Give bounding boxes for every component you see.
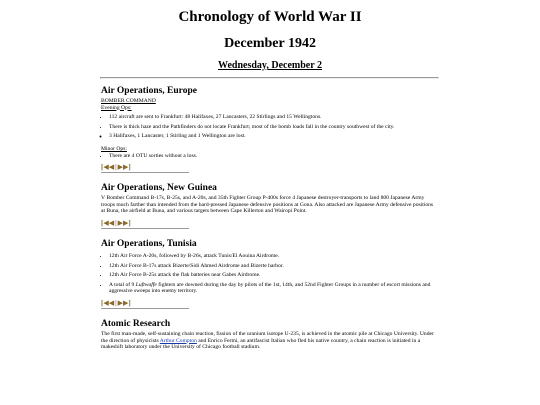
- nav-separator: |: [115, 218, 117, 227]
- list-item: • There is thick haze and the Pathfinders do not locate Frankfurt; most of the bomb loads fall in the country southwest of the city.: [109, 124, 438, 131]
- section-atomic-research: [101, 319, 438, 351]
- evening-ops-list: [101, 114, 438, 130]
- section-air-operations-new-guinea: [101, 183, 438, 229]
- nav-next-button[interactable]: ▶▶]: [117, 218, 131, 227]
- section-title: Air Operations, Europe: [101, 86, 197, 96]
- text-span: and Enrico Fermi, an antifascist Italian who fled his native country, a chain reaction is initiated in a makeshift laboratory under the University of Chicago football stadium.: [101, 337, 421, 351]
- list-item: • 12th Air Force B-25s attack the flak batteries near Gabes Airdrome.: [109, 272, 438, 279]
- top-divider: [100, 77, 439, 79]
- item-text: A total of 9: [109, 281, 136, 288]
- section-air-operations-tunisia: [101, 239, 438, 309]
- page-title: Chronology of World War II: [178, 9, 362, 25]
- list-item: ◦ 3 Halifaxes, 1 Lancaster, 1 Stirling and 1 Wellington are lost.: [109, 133, 438, 140]
- list-item: • 12th Air Force B-17s attack Bizerte/Sidi Ahmed Airdrome and Bizerte harbor.: [109, 263, 438, 270]
- nav-first-button[interactable]: [◀◀: [101, 163, 115, 172]
- section-text: V Bomber Command B-17s, B-25s, and A-20s, and 35th Fighter Group P-400s force 4 Japanese destroyer-transports to land 800 Japanese Army troops much farther than intended from the hard-pressed Japanese defensive positions at Gona. Also attacked are Japanese Army defensive positions at Buna, the airfield at Buna, and various targets between Cape Killerton and Wairopi Point.: [101, 195, 434, 215]
- section-divider: [101, 308, 189, 309]
- evening-ops-sublist: [101, 133, 438, 140]
- list-item: • 112 aircraft are sent to Frankfurt: 48 Halifaxes, 27 Lancasters, 22 Stirlings and 15 Wellingtons.: [109, 114, 438, 121]
- section-title: Atomic Research: [101, 318, 171, 329]
- nav-next-button[interactable]: ▶▶]: [117, 163, 131, 172]
- nav-next-button[interactable]: ▶▶]: [117, 298, 131, 307]
- list-item: • There are 4 OTU sorties without a loss.: [109, 153, 438, 160]
- command-heading: BOMBER COMMAND: [101, 98, 156, 104]
- page-subtitle: December 1942: [224, 36, 316, 51]
- nav-separator: |: [115, 163, 117, 172]
- nav-first-button[interactable]: [◀◀: [101, 218, 115, 227]
- arthur-compton-link[interactable]: Arthur Compton: [159, 337, 197, 344]
- section-divider: [101, 228, 189, 229]
- evening-ops-label: Evening Ops:: [101, 104, 132, 111]
- section-air-operations-europe: [101, 86, 438, 173]
- tunisia-list: [101, 253, 438, 295]
- section-nav: [101, 163, 438, 171]
- nav-first-button[interactable]: [◀◀: [101, 298, 115, 307]
- minor-ops-label: Minor Ops:: [101, 145, 127, 152]
- list-item: • 12th Air Force A-20s, followed by B-26s, attack Tunis/El Aouina Airdrome.: [109, 253, 438, 260]
- section-nav: [101, 219, 438, 227]
- list-item: [109, 282, 438, 295]
- section-text: [101, 331, 438, 351]
- page-date: Wednesday, December 2: [218, 60, 322, 71]
- main-content: [101, 86, 438, 351]
- section-divider: [101, 172, 189, 173]
- item-text: fighters are downed during the day by pilots of the 1st, 14th, and 52nd Fighter Groups in a number of escort missions and aggressive sweeps into enemy territory.: [109, 281, 431, 295]
- minor-ops-list: [101, 153, 438, 160]
- text-span: The first man-made, self-sustaining chain reaction, fission of the uranium isotope U-235, is achieved in the atomic pile at Chicago University. Under the direction of physicists: [101, 330, 434, 344]
- section-title: Air Operations, New Guinea: [101, 183, 217, 194]
- section-nav: [101, 299, 438, 307]
- item-emphasis: Luftwaffe: [135, 281, 157, 288]
- section-title: Air Operations, Tunisia: [101, 238, 197, 249]
- nav-separator: |: [115, 298, 117, 307]
